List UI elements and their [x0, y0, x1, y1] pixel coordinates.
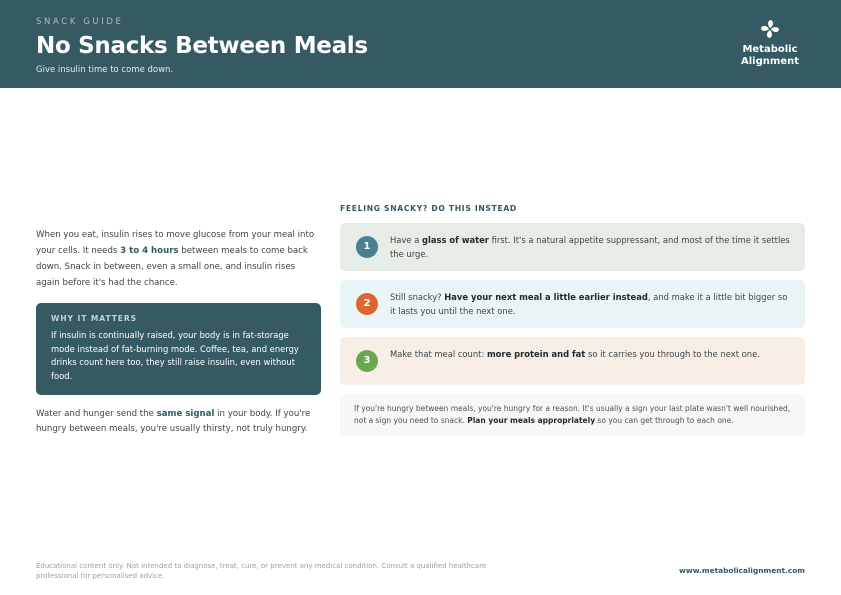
step-number-badge: 2	[356, 293, 378, 315]
step-card	[340, 337, 805, 385]
why-it-matters-callout	[36, 303, 321, 395]
step-number-badge: 1	[356, 236, 378, 258]
step-card	[340, 280, 805, 328]
intro-paragraph: When you eat, insulin rises to move glucose from your meal into your cells. It needs 3 to 4 hours between meals to come back down. Snack in between, even a small one, and insulin rises again before it's had the chance.	[36, 230, 315, 288]
metabolic-alignment-logo-icon	[759, 18, 781, 40]
callout-body: If insulin is continually raised, your body is in fat-storage mode instead of fat-burning mode. Coffee, tea, and energy drinks count here too, they still raise insulin, even without food.	[51, 330, 299, 381]
guide-kicker: SNACK GUIDE	[36, 17, 124, 27]
left-column	[36, 227, 321, 436]
page-subtitle: Give insulin time to come down.	[36, 65, 174, 75]
header-banner	[0, 0, 841, 88]
right-column	[340, 204, 805, 436]
callout-title: WHY IT MATTERS	[51, 314, 138, 323]
hunger-note: If you're hungry between meals, you're hungry for a reason. It's usually a sign your last plate wasn't well nourished, not a sign you need to snack. Plan your meals appropriately so you can get through to each one.	[340, 394, 805, 436]
outro-highlight: same signal	[156, 409, 215, 419]
brand-name-line1: Metabolic	[742, 44, 798, 55]
note-highlight: Plan your meals appropriately	[467, 416, 596, 425]
footer-website-link[interactable]: www.metabolicalignment.com	[679, 566, 805, 575]
outro-paragraph: Water and hunger send the same signal in your body. If you're hungry between meals, you're usually thirsty, not truly hungry.	[36, 409, 311, 434]
page-title: No Snacks Between Meals	[36, 33, 368, 59]
step-text: Still snacky? Have your next meal a little earlier instead, and make it a little bit bigger so it lasts you until the next one.	[390, 292, 788, 316]
step-card	[340, 223, 805, 271]
steps-heading: FEELING SNACKY? DO THIS INSTEAD	[340, 204, 517, 213]
intro-highlight: 3 to 4 hours	[120, 246, 179, 256]
brand-name-line2: Alignment	[741, 56, 799, 67]
step-text: Make that meal count: more protein and fat so it carries you through to the next one.	[390, 349, 760, 359]
footer-disclaimer: Educational content only. Not intended to diagnose, treat, cure, or prevent any medical condition. Consult a qualified healthcare professional for personalised advice.	[36, 562, 487, 580]
step-number-badge: 3	[356, 350, 378, 372]
step-text: Have a glass of water first. It's a natural appetite suppressant, and most of the time it settles the urge.	[390, 235, 790, 259]
brand-logo	[735, 18, 805, 68]
